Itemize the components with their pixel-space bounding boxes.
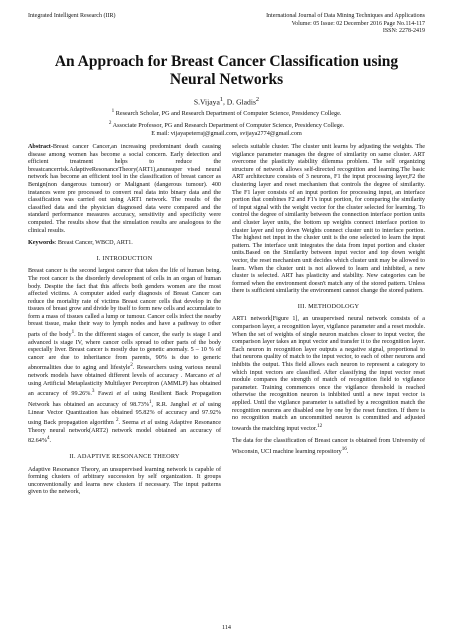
citation-sup: 1 — [148, 398, 152, 405]
methodology-paragraph-2 — [232, 438, 425, 456]
methodology-text: ART1 network[Figure 1], an unsupervised neural network consists of a comparison layer, a recognition layer, vigilance parameter and a reset module. When the set of weights of single neuron matches closer to input vector, the comparison layer takes an input vector and transfer it to the recognition layer. Each neuron in recognition layer outputs a negative signal, proportional to that neurons quality of match to the input vector, to each of other neurons and inhibits the output. This field allows each neuron to represent a category to which input vectors are classified. After classifying the input vector reset module compares the strength of match of recognition field to vigilance parameter. Training commences once the vigilance threshold is reached otherwise the recognition neuron is inhibited until a new input vector is applied. Until the vigilance parameter is satisfied by a recognition match the recognition neurons are disabled one by one by the reset function. If there is no recognition match an uncommitted neuron is committed and adjusted towards the matching input vector. — [232, 316, 425, 432]
methodology-text-2-end: . — [346, 449, 349, 456]
methodology-paragraph-1 — [232, 316, 425, 433]
art-paragraph: Adaptive Resonance Theory, an unsupervised learning network is capable of forming clusters of arbitrary succession by self organization. It groups unconventionally and learns new clusters if necessary. The input patterns given to the network, — [28, 466, 221, 496]
keywords — [28, 240, 221, 248]
abstract-label: Abstract- — [28, 144, 53, 150]
art-heading: II. ADAPTIVE RESONANCE THEORY — [69, 453, 180, 461]
art-continued-paragraph: selects suitable cluster. The cluster unit learns by adjusting the weights. The vigilance parameter manages the degree of similarity on same cluster. ART overcome the plasticity stability dilemma problem. The self organizing structure of network allows self-directed recognition and learning.The basic ART architecture consists of 3 neurons, F1 the input processing layer,F2 the clustering layer and reset mechanism that controls the degree of similarity. The F1 layer consists of an input portion for processing input, an interface portion that combines F2 and F1's input portion, for comparing the similarity of input signal with the weight vector for the cluster selected for learning. To control the degree of similarity between the connection interface portion units and cluster layer units, the bottom up weights connect interface portion to cluster layer and top down Weights connect cluster unit to interface portion. The highest net input in the cluster unit is the one selected to learn the input pattern. The interface unit integrates the data from input portion and cluster units.Based on the Similarity between input vector and top down weight vector, the reset mechanism unit decides which cluster unit may be allowed to learn. When the cluster unit is not allowed to learn and inhibited, a new cluster is selected. ART has plasticity and stability. New categories can be formed when the environment doesn't match any of the stored pattern. Unless there is sufficient similarity the environment cannot change the stored pattern. — [232, 144, 425, 295]
intro-text-f: using Resilient Back Propagation Network has obtained an accuracy of 98.73% — [28, 391, 222, 408]
citation-sup: 2 — [115, 417, 119, 424]
methodology-heading: III. METHODOLOGY — [297, 302, 360, 310]
affiliation-2-sup: 2 — [108, 119, 112, 126]
intro-text-i: . Seema — [118, 420, 141, 427]
title-line-2: Neural Networks — [169, 71, 284, 88]
journal-issn: ISSN: 2278-2419 — [382, 28, 425, 35]
paper-title — [30, 53, 423, 89]
intro-text-k: . — [49, 438, 52, 445]
intro-text-h: using Linear Vector Quantization has obtained 95.82% of accuracy and 97.92% using Back propagation algorithm — [28, 402, 221, 427]
et-al: et al — [209, 373, 221, 380]
journal-publisher: Integrated Intelligent Research (IIR) — [28, 13, 116, 19]
page-number: 114 — [221, 624, 232, 631]
et-al: et al — [192, 402, 205, 408]
keywords-text: : Breast Cancer, WBCD, ART1. — [54, 240, 133, 247]
affiliation-1-sup: 1 — [111, 108, 115, 114]
author-1: S.Vijaya — [193, 97, 220, 107]
citation-sup: 16 — [341, 446, 347, 453]
left-column — [28, 144, 221, 502]
affiliation-2-text: Associate Professor, PG and Research Department of Computer Science, Presidency College. — [111, 121, 345, 129]
intro-text-b: . In the different stages of cancer, the early is stage I and advanced is stage IV, where cancer cells spread to other parts of the body especially liver. Breast cancer is mostly due to genetic anomaly. 5 – 10 % of cancer are due to inheritance from parents, 90% is due to generic abnormalities due to aging and lifestyle — [28, 332, 221, 372]
intro-text-a: Breast cancer is the second largest cancer that takes the life of human being. The root cancer is the disorderly development of cells in an organ of human body. Despite the fact that this affects both genders women are the most affected victims. A computer aided early diagnosis of Breast Cancer can reduce the mortality rate of victims Breast cancer cells that develop in the tissues of breast grow and divide by itself to form new cells and accumulate to form a mass of tissues called a lump or tumour. Cancer cells infect the nearby breast tissue, make their way to lymph nodes and have a pathway to other parts of the body — [28, 268, 221, 339]
intro-text-e: Fawzi — [94, 391, 117, 398]
citation-sup: 2 — [130, 362, 133, 369]
email-line: E mail: vijayapeterraj@gmail.com, svijaya2774@gmail.com — [151, 130, 302, 138]
author-list — [0, 95, 453, 108]
affiliation-1-text: Research Scholar, PG and Research Department of Computer Science, Presidency College. — [114, 110, 342, 118]
citation-sup: 3 — [91, 388, 95, 395]
journal-info — [210, 13, 425, 36]
author-1-sup: 1 — [219, 96, 223, 103]
title-line-1: An Approach for Breast Cancer Classification using — [54, 53, 399, 70]
citation-sup: 4 — [46, 435, 50, 442]
affiliations — [0, 107, 453, 139]
author-2: , D. Gladis — [223, 97, 256, 107]
intro-paragraph — [28, 268, 221, 446]
intro-text-d: using Artificial Metaplasticity Multilayer Perceptron (AMMLP) has obtained an accuracy of 99.26%. — [28, 380, 221, 398]
author-2-sup: 2 — [255, 96, 260, 103]
intro-text-c: . Researchers using various neural network models have obtained different levels of accuracy . Marcano — [28, 365, 221, 380]
intro-text-j: using Adaptive Resonance Theory neural network(ART2) network model obtained an accuracy of 82.64% — [28, 420, 221, 445]
keywords-label: Keywords — [28, 240, 55, 247]
intro-heading: I. INTRODUCTION — [96, 254, 153, 262]
intro-text-g: , R.R. Janghel — [151, 402, 193, 408]
affiliation-1 — [0, 107, 453, 119]
right-column — [232, 144, 425, 462]
abstract — [28, 144, 221, 235]
abstract-text: Breast cancer Cancer,an increasing predominant death causing disease among women has become a social concern. Early detection and efficient treatment helps to reduce the breastcancerrisk.AdaptiveResonanceTheory(ART1),anunsuper vised neural network has become an efficient tool in the classification of breast cancer as Benign(non dangerous tumour) or Malignant (dangerous tumour). 400 instances were pre processed to convert real data into binary data and the classification was carried out using ART1 network. The results of the classified data and the physician diagnosed data were compared and the standard performance measures accuracy, sensitivity and specificity were computed. The results show that the simulation results are analogous to the clinical results. — [28, 144, 221, 234]
et-al: et al — [140, 420, 153, 427]
journal-volume: Volume: 05 Issue: 02 December 2016 Page No.114-117 — [291, 20, 425, 27]
citation-sup: 12 — [317, 422, 323, 429]
methodology-text-2: The data for the classification of Breast cancer is obtained from University of Wisconsin, UCI machine learning repository — [232, 438, 425, 456]
citation-sup: 1 — [71, 329, 75, 336]
journal-name: International Journal of Data Mining Techniques and Applications — [266, 13, 425, 19]
affiliation-2 — [0, 119, 453, 131]
et-al: et al — [116, 391, 130, 398]
